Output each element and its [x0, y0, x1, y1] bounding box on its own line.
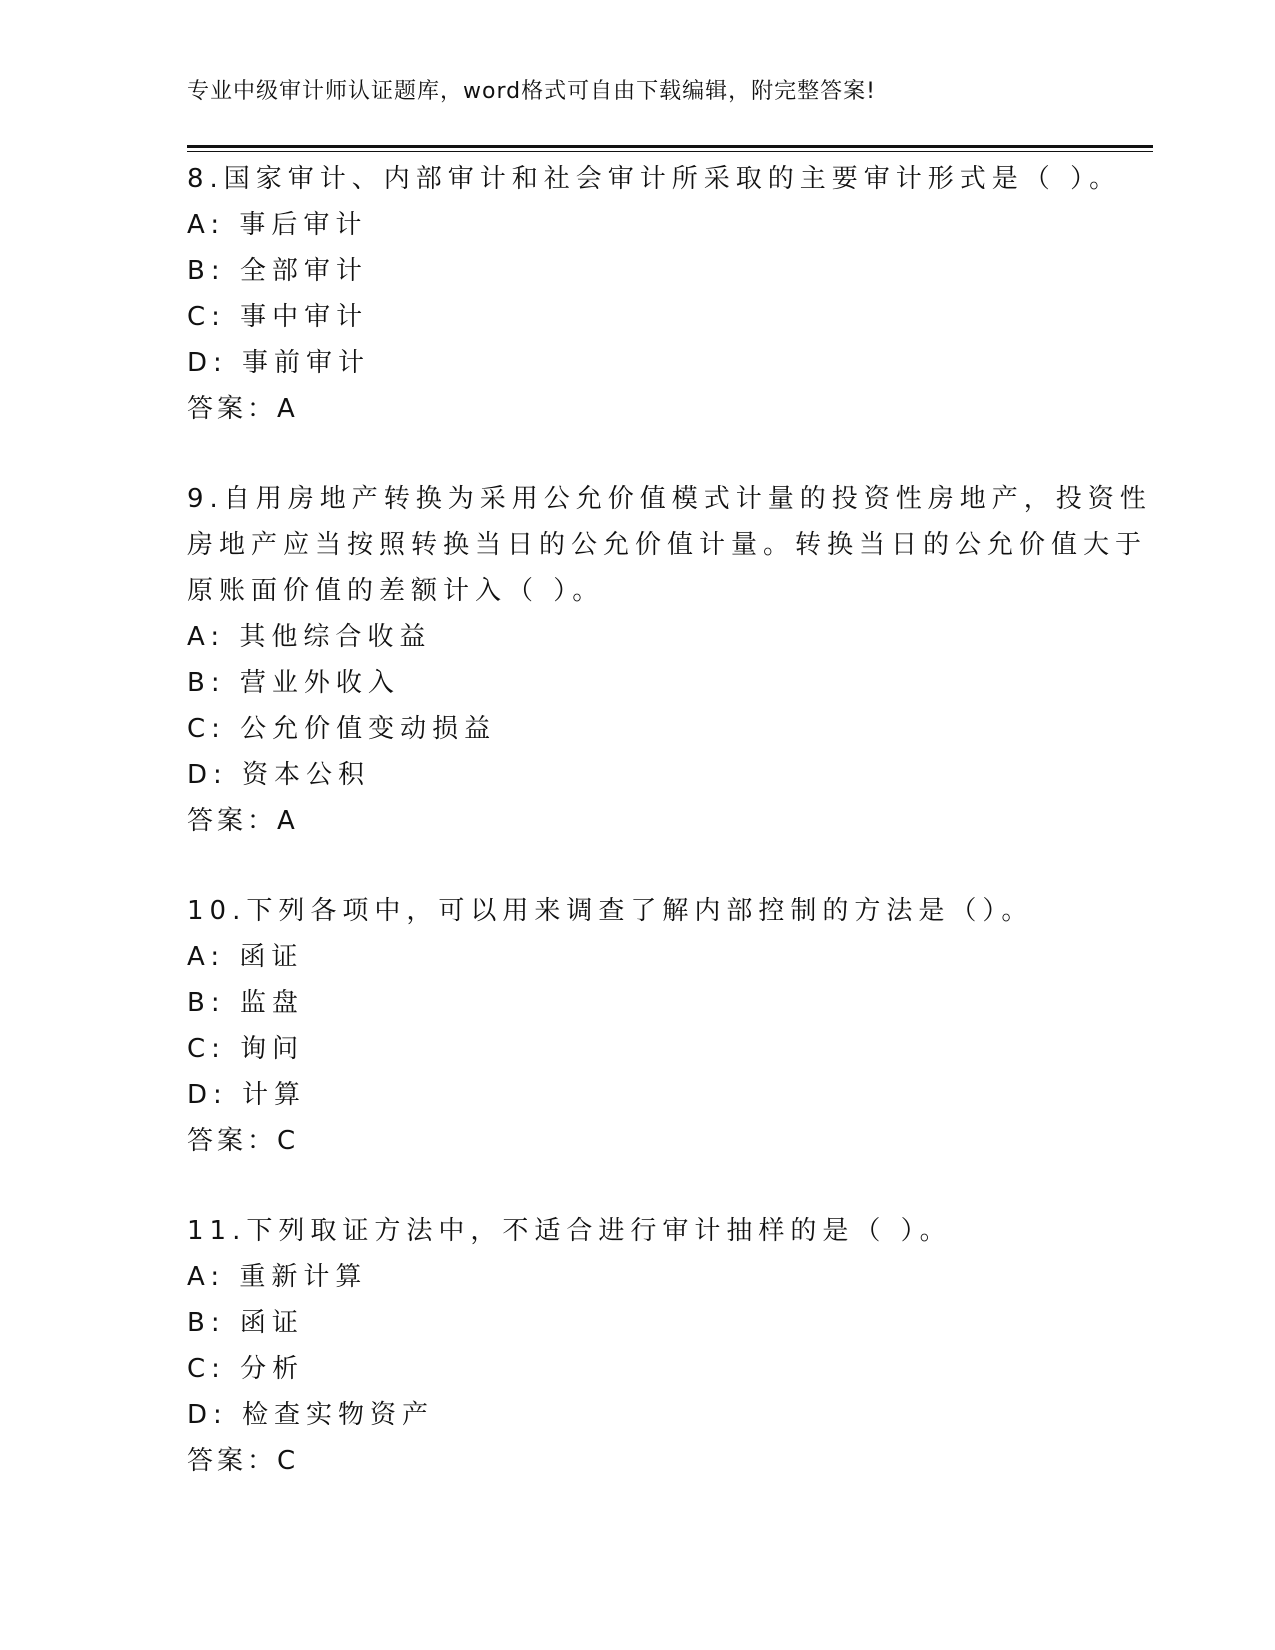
- question-stem-line-3: 原账面价值的差额计入（ ）。: [187, 576, 605, 606]
- option-d: D: 事前审计: [187, 348, 371, 378]
- answer-label: 答案：: [187, 806, 278, 836]
- option-d: D: 资本公积: [187, 760, 371, 790]
- answer-line: [187, 798, 1127, 844]
- option-b: B: 监盘: [187, 988, 304, 1018]
- answer-label: 答案：: [187, 1446, 278, 1476]
- option-c: C: 公允价值变动损益: [187, 714, 497, 744]
- answer-value: A: [277, 394, 296, 424]
- option-b: B: 全部审计: [187, 256, 368, 286]
- option-a: A: 其他综合收益: [187, 622, 432, 652]
- header-divider-thin: [187, 151, 1153, 152]
- question-list: [187, 156, 1152, 1528]
- question-8: [187, 156, 1127, 432]
- answer-value: C: [277, 1446, 297, 1476]
- question-10: [187, 888, 1127, 1164]
- option-a: A: 重新计算: [187, 1262, 368, 1292]
- option-c: C: 分析: [187, 1354, 305, 1384]
- question-stem-line-2: 房地产应当按照转换当日的公允价值计量。转换当日的公允价值大于: [187, 530, 1148, 560]
- question-9: [187, 476, 1152, 844]
- answer-line: [187, 1118, 1127, 1164]
- option-c: C: 询问: [187, 1034, 305, 1064]
- answer-value: C: [277, 1126, 297, 1156]
- answer-label: 答案：: [187, 1126, 278, 1156]
- option-d: D: 计算: [187, 1080, 307, 1110]
- question-stem: 11.下列取证方法中，不适合进行审计抽样的是（ ）。: [187, 1216, 952, 1246]
- page-header: 专业中级审计师认证题库，word格式可自由下载编辑，附完整答案!: [187, 79, 876, 104]
- option-a: A: 函证: [187, 942, 304, 972]
- answer-line: [187, 1438, 1127, 1484]
- question-stem: 10.下列各项中，可以用来调查了解内部控制的方法是（）。: [187, 896, 1034, 926]
- answer-line: [187, 386, 1127, 432]
- question-stem: 8.国家审计、内部审计和社会审计所采取的主要审计形式是（ ）。: [187, 164, 1122, 194]
- option-c: C: 事中审计: [187, 302, 369, 332]
- question-stem-line-1: 9.自用房地产转换为采用公允价值模式计量的投资性房地产，投资性: [187, 484, 1152, 514]
- answer-label: 答案：: [187, 394, 278, 424]
- option-b: B: 营业外收入: [187, 668, 400, 698]
- header-divider-thick: [187, 145, 1153, 148]
- question-11: [187, 1208, 1127, 1484]
- option-b: B: 函证: [187, 1308, 304, 1338]
- option-d: D: 检查实物资产: [187, 1400, 435, 1430]
- answer-value: A: [277, 806, 296, 836]
- option-a: A: 事后审计: [187, 210, 368, 240]
